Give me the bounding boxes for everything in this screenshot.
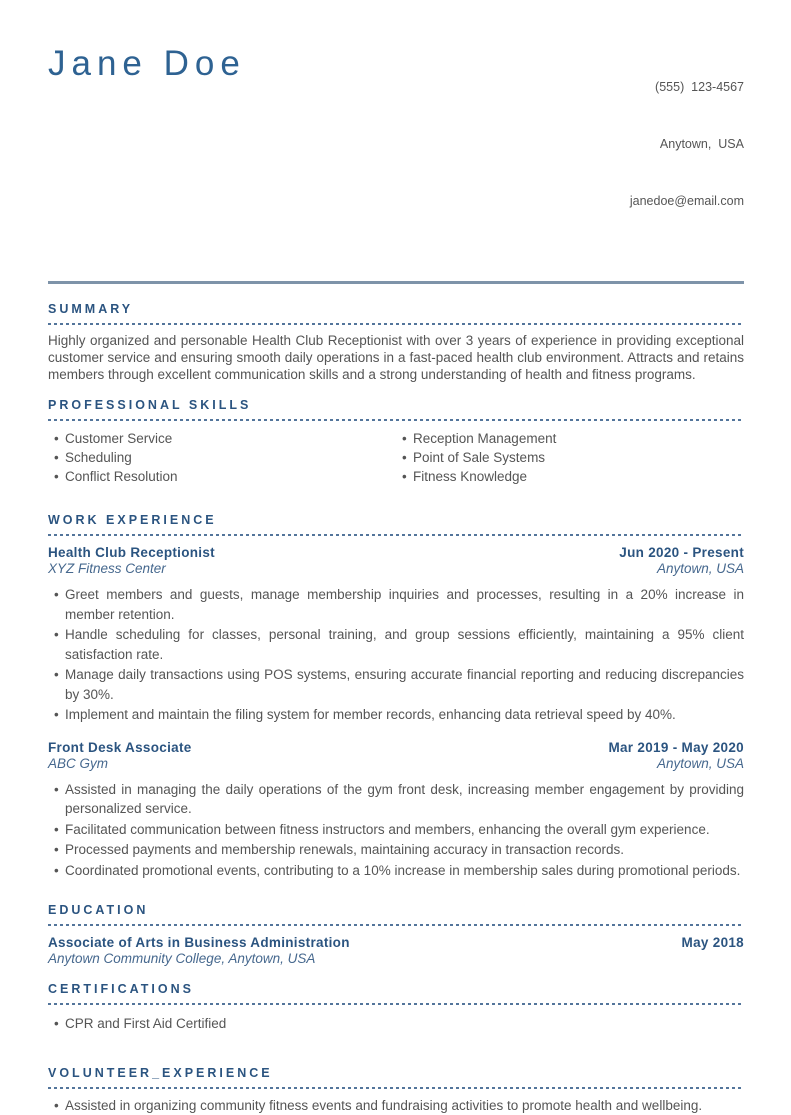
- education-degree: Associate of Arts in Business Administration: [48, 935, 350, 951]
- education-right: [682, 934, 744, 967]
- contact-location: Anytown, USA: [659, 137, 744, 151]
- job-location: Anytown, USA: [656, 561, 744, 577]
- job-bullet-list: [48, 585, 744, 725]
- job-company: ABC Gym: [48, 755, 109, 771]
- section-certifications: [48, 981, 744, 1033]
- job-bullet: • Coordinated promotional events, contributing to a 10% increase in membership sales during promotional periods.: [48, 861, 744, 881]
- section-skills: [48, 397, 744, 486]
- skill-item: • Reception Management: [396, 429, 744, 448]
- job-location: Anytown, USA: [656, 755, 744, 771]
- work-heading: WORK EXPERIENCE: [48, 512, 744, 536]
- job-header-left: [48, 544, 215, 577]
- job-bullet: • Greet members and guests, manage membership inquiries and processes, resulting in a 20% increase in member retention.: [48, 585, 744, 624]
- job-role: Health Club Receptionist: [48, 545, 215, 561]
- summary-heading: SUMMARY: [48, 301, 744, 325]
- volunteer-list: [48, 1096, 744, 1115]
- section-summary: [48, 301, 744, 383]
- summary-text: Highly organized and personable Health Club Receptionist with over 3 years of experience in providing exceptional customer service and ensuring smooth daily operations in a fast-paced health club environment. Attracts and retains members through excellent communication skills and a strong understanding of health and fitness programs.: [48, 333, 744, 382]
- volunteer-item: • Assisted in organizing community fitness events and fundraising activities to promote health and wellbeing.: [48, 1096, 744, 1115]
- volunteer-heading: VOLUNTEER_EXPERIENCE: [48, 1065, 744, 1089]
- contact-info: [630, 40, 744, 249]
- resume-header: [48, 38, 744, 249]
- education-school: Anytown Community College, Anytown, USA: [48, 951, 316, 967]
- skills-left-column: [48, 429, 396, 486]
- job-entry: [48, 544, 744, 725]
- job-role: Front Desk Associate: [48, 739, 192, 755]
- job-header: [48, 739, 744, 772]
- job-header-left: [48, 739, 192, 772]
- skill-item: • Customer Service: [48, 429, 396, 448]
- skills-columns: [48, 429, 744, 486]
- certifications-heading: CERTIFICATIONS: [48, 981, 744, 1005]
- education-left: [48, 934, 350, 967]
- job-bullet: • Assisted in managing the daily operations of the gym front desk, increasing member engagement by providing personalized service.: [48, 780, 744, 819]
- skill-item: • Fitness Knowledge: [396, 467, 744, 486]
- job-bullet: • Manage daily transactions using POS systems, ensuring accurate financial reporting and reducing discrepancies by 30%.: [48, 665, 744, 704]
- skills-heading: PROFESSIONAL SKILLS: [48, 397, 744, 421]
- person-name: Jane Doe: [48, 44, 246, 83]
- job-bullet: • Implement and maintain the filing system for member records, enhancing data retrieval speed by 40%.: [48, 705, 744, 725]
- job-bullet: • Handle scheduling for classes, personal training, and group sessions efficiently, maintaining a 95% client satisfaction rate.: [48, 625, 744, 664]
- section-work-experience: [48, 512, 744, 880]
- job-bullet: • Facilitated communication between fitness instructors and members, enhancing the overall gym experience.: [48, 820, 744, 840]
- skills-right-column: [396, 429, 744, 486]
- job-header: [48, 544, 744, 577]
- certification-item: • CPR and First Aid Certified: [48, 1014, 744, 1033]
- contact-email: janedoe@email.com: [629, 194, 744, 208]
- education-heading: EDUCATION: [48, 902, 744, 926]
- header-divider: [48, 281, 744, 284]
- skill-item: • Conflict Resolution: [48, 467, 396, 486]
- job-bullet: • Processed payments and membership renewals, maintaining accuracy in transaction records.: [48, 840, 744, 860]
- education-entry: [48, 934, 744, 967]
- job-header-right: [619, 544, 744, 577]
- section-education: [48, 902, 744, 967]
- job-entry: [48, 739, 744, 881]
- skill-item: • Scheduling: [48, 448, 396, 467]
- contact-phone: (555) 123-4567: [655, 80, 744, 94]
- job-company: XYZ Fitness Center: [48, 561, 166, 577]
- job-dates: Jun 2020 - Present: [619, 545, 744, 561]
- job-dates: Mar 2019 - May 2020: [608, 739, 744, 755]
- job-header-right: [608, 739, 744, 772]
- section-volunteer-experience: [48, 1065, 744, 1115]
- job-bullet-list: [48, 780, 744, 881]
- skill-item: • Point of Sale Systems: [396, 448, 744, 467]
- education-date: May 2018: [681, 935, 744, 951]
